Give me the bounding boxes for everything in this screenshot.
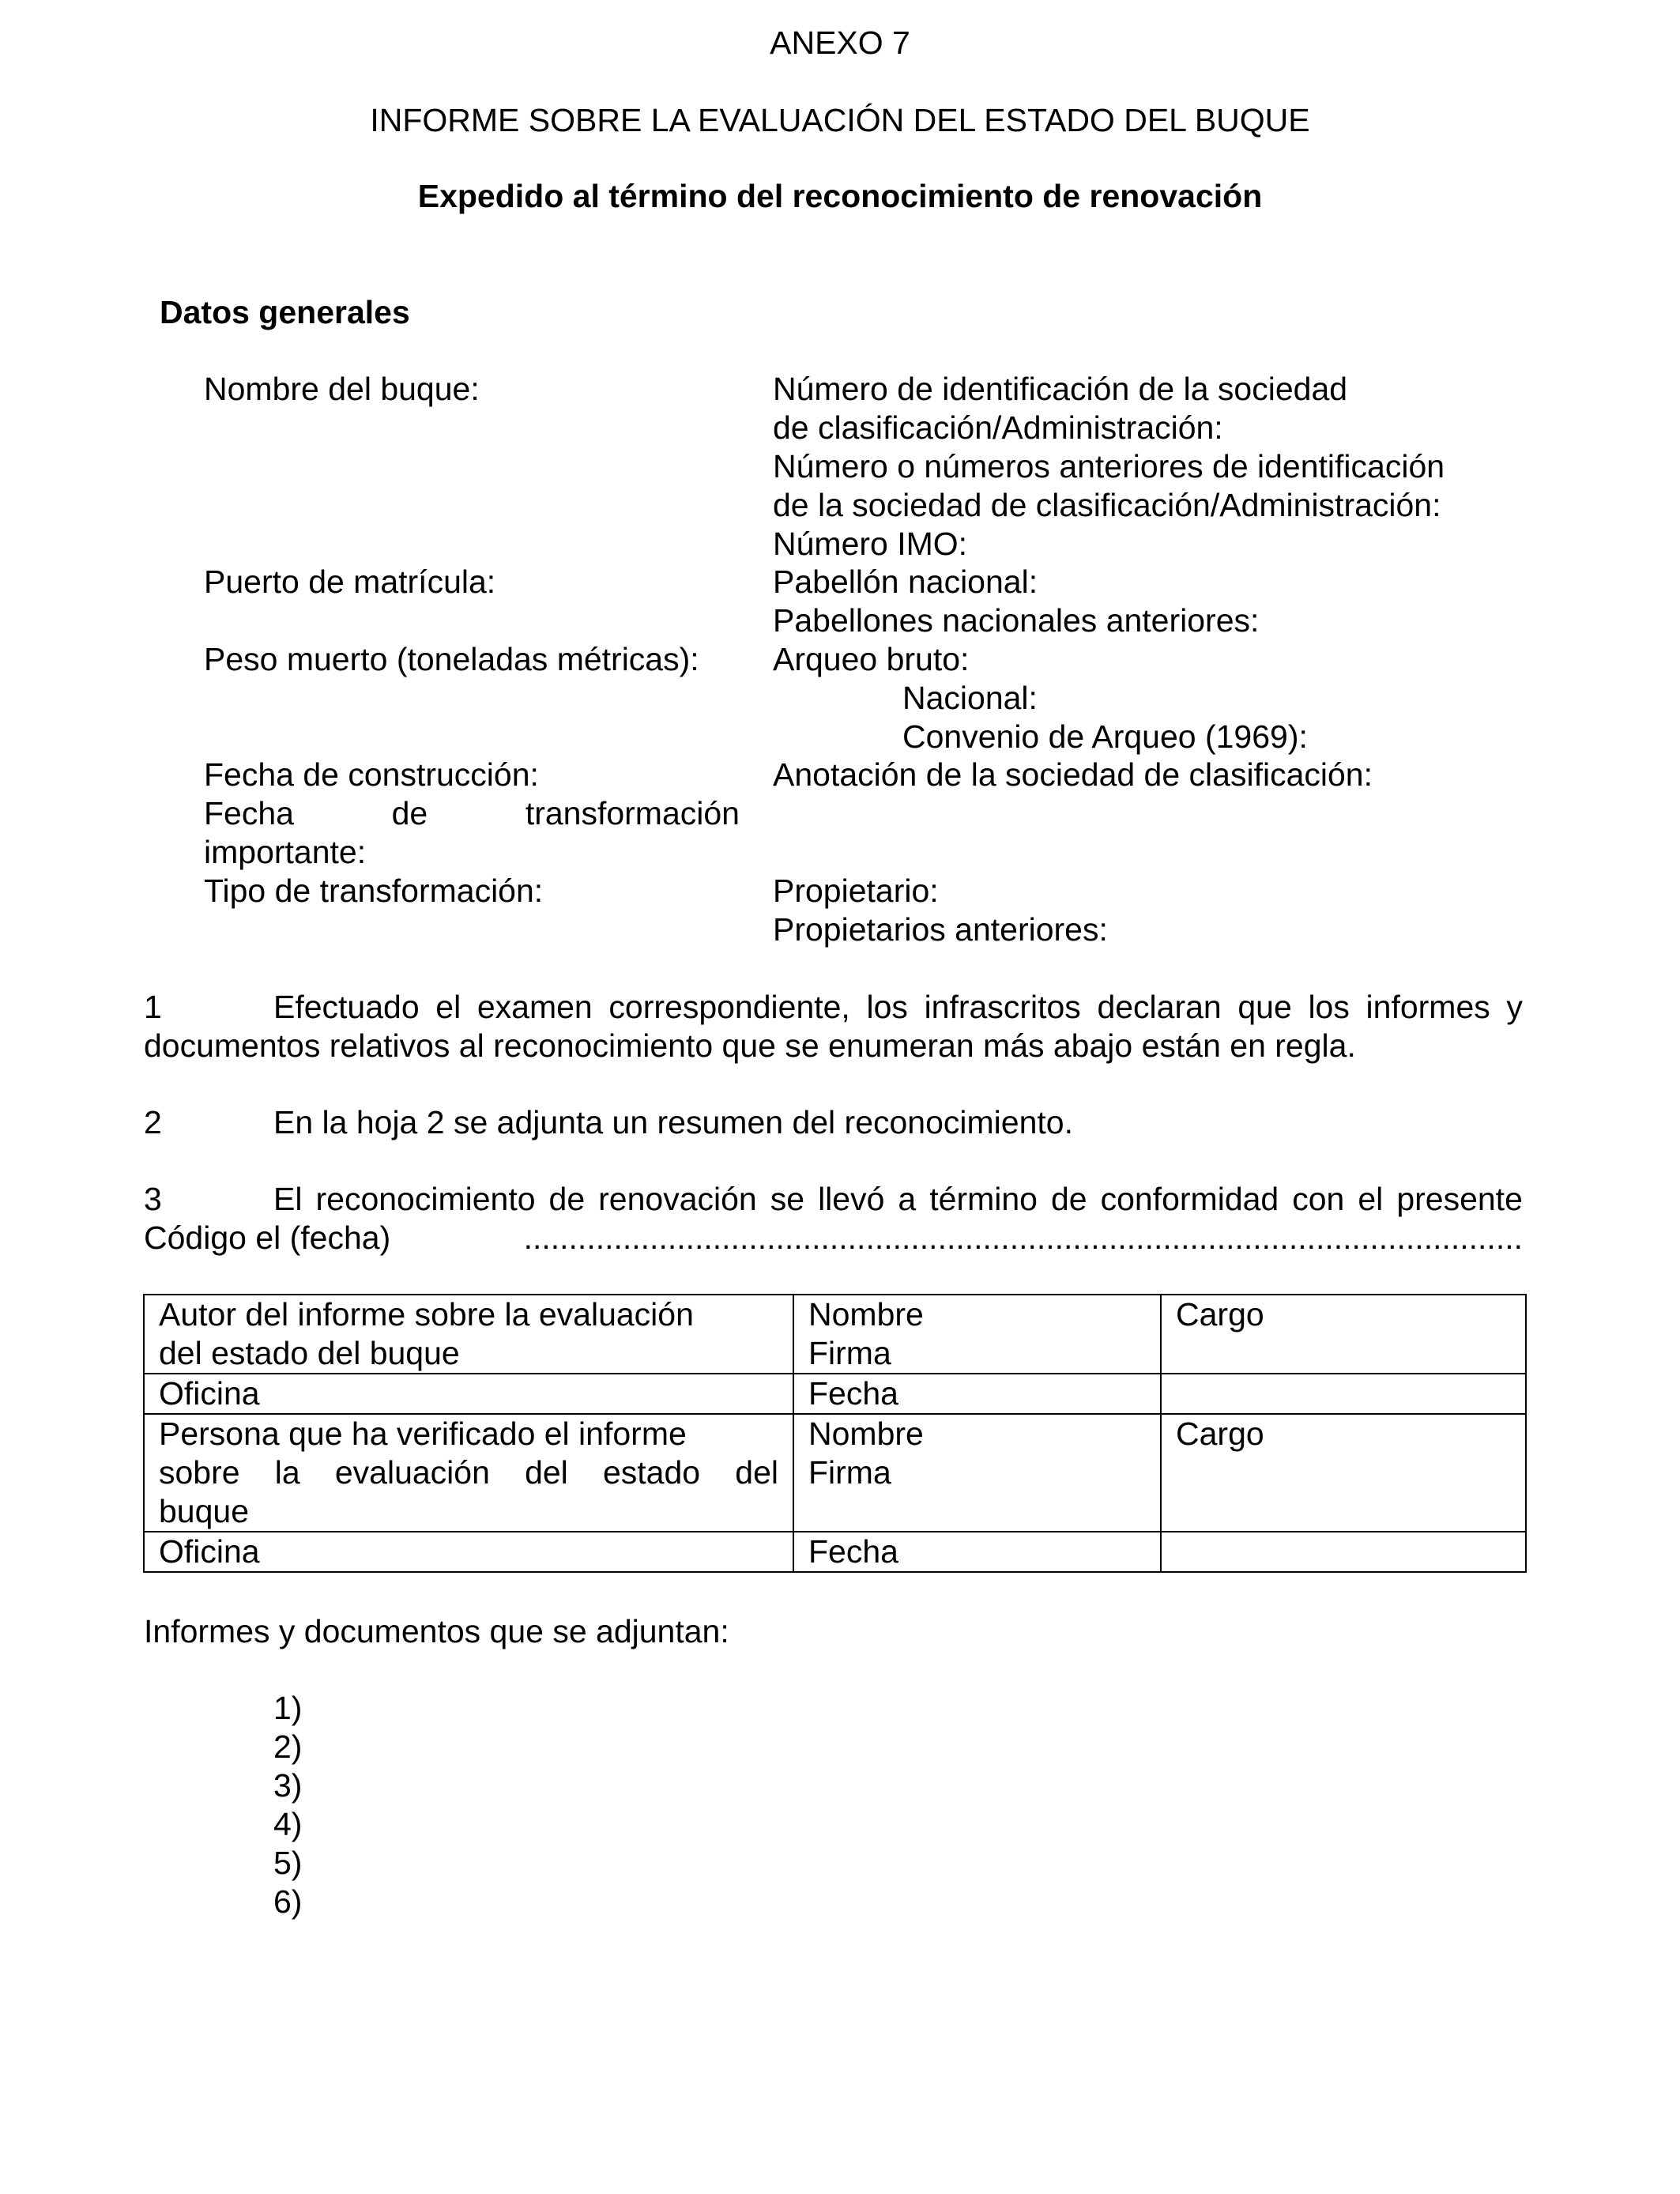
field-gross-tonnage: Arqueo bruto: bbox=[773, 641, 970, 677]
paragraph-3-line bbox=[273, 1180, 1523, 1219]
field-conversion-date-cont: importante: bbox=[204, 834, 367, 870]
verifier-label-word: del bbox=[735, 1454, 778, 1491]
field-previous-id-cont: de la sociedad de clasificación/Administración: bbox=[773, 487, 1441, 523]
position-label: Cargo bbox=[1176, 1416, 1264, 1452]
paragraph-3-word: con bbox=[1292, 1181, 1345, 1217]
paragraph-3-word: término bbox=[929, 1181, 1038, 1217]
table-cell: Fecha bbox=[793, 1374, 1161, 1414]
paragraph-1-word: los bbox=[866, 989, 908, 1025]
table-cell: Fecha bbox=[793, 1532, 1161, 1572]
field-class-notation: Anotación de la sociedad de clasificación: bbox=[773, 756, 1373, 793]
signature-label: Firma bbox=[808, 1335, 891, 1371]
verifier-label-end: buque bbox=[159, 1493, 250, 1529]
paragraph-number: 1 bbox=[144, 989, 162, 1025]
attachments-heading: Informes y documentos que se adjuntan: bbox=[144, 1613, 729, 1649]
table-cell bbox=[1161, 1532, 1526, 1572]
field-imo-number: Número IMO: bbox=[773, 526, 968, 562]
table-cell bbox=[793, 1414, 1161, 1532]
table-row bbox=[144, 1532, 1526, 1572]
field-class-id: Número de identificación de la sociedad bbox=[773, 371, 1348, 407]
paragraph-1-word: Efectuado bbox=[273, 989, 420, 1025]
paragraph-1-word: y bbox=[1506, 989, 1523, 1025]
paragraph-2: En la hoja 2 se adjunta un resumen del reconocimiento. bbox=[273, 1104, 1073, 1140]
paragraph-1-word: los bbox=[1308, 989, 1350, 1025]
name-label: Nombre bbox=[808, 1296, 924, 1333]
paragraph-3-word: de bbox=[1050, 1181, 1087, 1217]
signature-table bbox=[143, 1294, 1527, 1573]
field-owner: Propietario: bbox=[773, 873, 939, 909]
paragraph-3-word: el bbox=[1358, 1181, 1384, 1217]
paragraph-number: 2 bbox=[144, 1104, 162, 1140]
field-conversion-type: Tipo de transformación: bbox=[204, 873, 544, 909]
table-row bbox=[144, 1295, 1526, 1374]
document-subtitle: Expedido al término del reconocimiento de renovación bbox=[417, 178, 1263, 214]
paragraph-1-word: informes bbox=[1365, 989, 1490, 1025]
list-item: 1) bbox=[273, 1690, 303, 1726]
paragraph-1-word: correspondiente, bbox=[608, 989, 850, 1025]
paragraph-3-word: llevó bbox=[818, 1181, 885, 1217]
table-cell: Oficina bbox=[144, 1532, 793, 1572]
field-conversion-date-word: transformación bbox=[525, 795, 740, 831]
paragraph-number: 3 bbox=[144, 1181, 162, 1217]
author-label-cont: del estado del buque bbox=[159, 1335, 460, 1371]
position-label: Cargo bbox=[1176, 1296, 1264, 1333]
paragraph-3-word: presente bbox=[1396, 1181, 1523, 1217]
table-cell bbox=[1161, 1295, 1526, 1374]
table-cell bbox=[1161, 1414, 1526, 1532]
document-title: INFORME SOBRE LA EVALUACIÓN DEL ESTADO DEL BUQUE bbox=[370, 102, 1310, 138]
annex-label: ANEXO 7 bbox=[770, 25, 910, 61]
list-item: 3) bbox=[273, 1767, 303, 1804]
verifier-label-word: la bbox=[274, 1454, 300, 1491]
field-previous-flags: Pabellones nacionales anteriores: bbox=[773, 602, 1260, 639]
paragraph-3-word: a bbox=[898, 1181, 917, 1217]
verifier-label-word: del bbox=[525, 1454, 568, 1491]
paragraph-1-word: declaran bbox=[1097, 989, 1222, 1025]
paragraph-3-date-label: Código el (fecha) bbox=[144, 1220, 391, 1256]
paragraph-1-line-2: documentos relativos al reconocimiento que se enumeran más abajo están en regla. bbox=[144, 1027, 1356, 1064]
table-row bbox=[144, 1374, 1526, 1414]
signature-label: Firma bbox=[808, 1454, 891, 1491]
field-national-tonnage: Nacional: bbox=[902, 680, 1038, 716]
field-class-id-cont: de clasificación/Administración: bbox=[773, 409, 1223, 446]
paragraph-3-word: El bbox=[273, 1181, 303, 1217]
field-conversion-date-word: de bbox=[391, 795, 428, 831]
field-build-date: Fecha de construcción: bbox=[204, 756, 539, 793]
paragraph-3-line-2 bbox=[144, 1219, 1523, 1257]
field-flag: Pabellón nacional: bbox=[773, 564, 1038, 600]
list-item: 5) bbox=[273, 1845, 303, 1881]
paragraph-1-word: que bbox=[1237, 989, 1292, 1025]
table-cell bbox=[793, 1295, 1161, 1374]
verifier-label-cont bbox=[159, 1453, 778, 1492]
paragraph-3-word: renovación bbox=[598, 1181, 757, 1217]
field-tonnage-convention: Convenio de Arqueo (1969): bbox=[902, 718, 1308, 755]
paragraph-3-word: de bbox=[548, 1181, 586, 1217]
verifier-label: Persona que ha verificado el informe bbox=[159, 1416, 687, 1452]
list-item: 2) bbox=[273, 1728, 303, 1765]
table-row bbox=[144, 1414, 1526, 1532]
field-deadweight: Peso muerto (toneladas métricas): bbox=[204, 641, 699, 677]
paragraph-1-word: examen bbox=[477, 989, 593, 1025]
field-ship-name: Nombre del buque: bbox=[204, 371, 480, 407]
field-previous-owners: Propietarios anteriores: bbox=[773, 911, 1108, 948]
field-conversion-date bbox=[204, 794, 740, 833]
list-item: 6) bbox=[273, 1883, 303, 1920]
paragraph-3-word: conformidad bbox=[1100, 1181, 1279, 1217]
author-label: Autor del informe sobre la evaluación bbox=[159, 1296, 694, 1333]
paragraph-1-line bbox=[273, 988, 1523, 1027]
field-previous-id: Número o números anteriores de identificación bbox=[773, 448, 1445, 484]
paragraph-1-word: infrascritos bbox=[924, 989, 1081, 1025]
list-item: 4) bbox=[273, 1806, 303, 1842]
table-cell bbox=[144, 1295, 793, 1374]
verifier-label-word: evaluación bbox=[334, 1454, 490, 1491]
section-heading-general: Datos generales bbox=[160, 294, 410, 330]
table-cell: Oficina bbox=[144, 1374, 793, 1414]
verifier-label-word: sobre bbox=[159, 1454, 240, 1491]
paragraph-3-word: reconocimiento bbox=[315, 1181, 536, 1217]
field-port: Puerto de matrícula: bbox=[204, 564, 496, 600]
table-cell bbox=[144, 1414, 793, 1532]
paragraph-3-word: se bbox=[770, 1181, 805, 1217]
paragraph-3-date-blank: ............................................................................................................... bbox=[523, 1220, 1523, 1256]
table-cell bbox=[1161, 1374, 1526, 1414]
verifier-label-word: estado bbox=[602, 1454, 701, 1491]
field-conversion-date-word: Fecha bbox=[204, 795, 294, 831]
paragraph-1-word: el bbox=[435, 989, 461, 1025]
name-label: Nombre bbox=[808, 1416, 924, 1452]
